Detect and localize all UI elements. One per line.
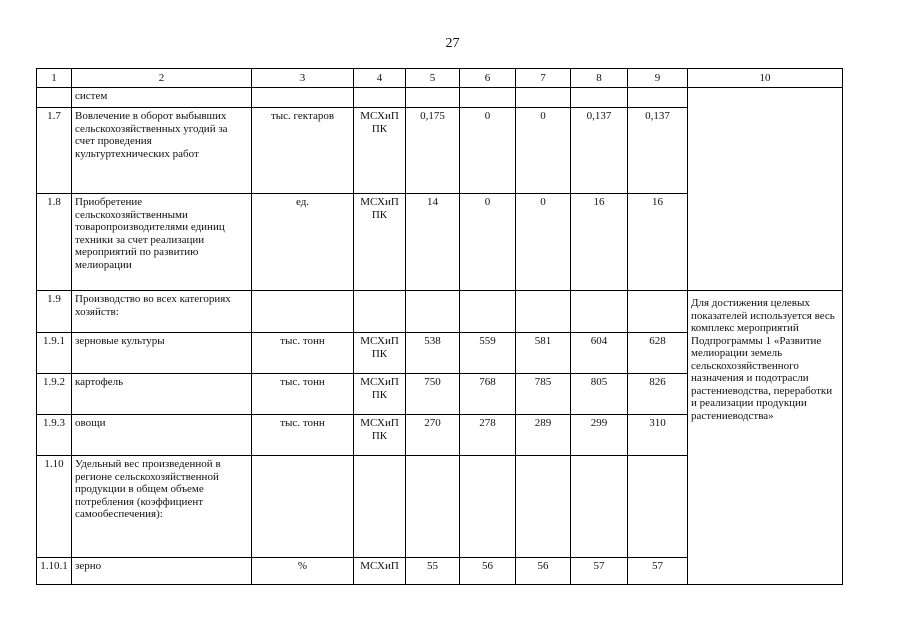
row-executor: [354, 456, 406, 558]
header-cell: 8: [571, 69, 628, 88]
row-unit: %: [252, 558, 354, 585]
row-number: 1.9.3: [37, 415, 72, 456]
row-unit: тыс. тонн: [252, 415, 354, 456]
table-row: [37, 88, 843, 108]
row-executor: МСХиП ПК: [354, 108, 406, 194]
header-cell: 3: [252, 69, 354, 88]
row-value: 270: [406, 415, 460, 456]
row-value: 581: [516, 333, 571, 374]
row-value: 0: [460, 108, 516, 194]
indicators-table: [36, 68, 843, 585]
row-value: [406, 291, 460, 333]
row-name: Удельный вес произведенной в регионе сельскохозяйственной продукции в общем объеме потребления (коэффициент самообеспечения):: [72, 456, 252, 558]
row-number: 1.9.1: [37, 333, 72, 374]
row-value: [628, 291, 688, 333]
row-number: [37, 88, 72, 108]
row-name: Производство во всех категориях хозяйств:: [72, 291, 252, 333]
row-value: 57: [571, 558, 628, 585]
header-cell: 6: [460, 69, 516, 88]
row-number: 1.10: [37, 456, 72, 558]
page-number: 27: [445, 36, 460, 51]
header-row: [37, 69, 843, 88]
row-value: 538: [406, 333, 460, 374]
header-cell: 4: [354, 69, 406, 88]
row-value: 289: [516, 415, 571, 456]
row-value: [571, 456, 628, 558]
row-value: 0: [460, 194, 516, 291]
row-value: [516, 88, 571, 108]
row-value: 14: [406, 194, 460, 291]
row-value: 805: [571, 374, 628, 415]
row-unit: [252, 291, 354, 333]
row-value: 750: [406, 374, 460, 415]
row-value: [406, 88, 460, 108]
row-value: 16: [571, 194, 628, 291]
row-value: 278: [460, 415, 516, 456]
row-value: [571, 291, 628, 333]
row-executor: [354, 88, 406, 108]
row-name: систем: [72, 88, 252, 108]
row-value: [628, 88, 688, 108]
row-unit: [252, 88, 354, 108]
row-executor: МСХиП ПК: [354, 333, 406, 374]
row-value: 310: [628, 415, 688, 456]
row-unit: [252, 456, 354, 558]
row-executor: [354, 291, 406, 333]
header-cell: 10: [688, 69, 843, 88]
row-value: 299: [571, 415, 628, 456]
row-value: 785: [516, 374, 571, 415]
row-name: картофель: [72, 374, 252, 415]
row-name: зерновые культуры: [72, 333, 252, 374]
row-value: 56: [460, 558, 516, 585]
header-cell: 1: [37, 69, 72, 88]
row-value: 0,137: [571, 108, 628, 194]
header-cell: 9: [628, 69, 688, 88]
row-value: 0,175: [406, 108, 460, 194]
row-value: 0: [516, 108, 571, 194]
table-row: [37, 291, 843, 333]
row-value: [516, 291, 571, 333]
row-number: 1.10.1: [37, 558, 72, 585]
row-name: овощи: [72, 415, 252, 456]
row-value: [571, 88, 628, 108]
row-value: [460, 88, 516, 108]
row-number: 1.9.2: [37, 374, 72, 415]
note-cell: [688, 291, 843, 585]
row-unit: тыс. гектаров: [252, 108, 354, 194]
row-value: 56: [516, 558, 571, 585]
row-value: 57: [628, 558, 688, 585]
row-value: [628, 456, 688, 558]
row-value: 16: [628, 194, 688, 291]
row-value: 55: [406, 558, 460, 585]
row-value: [516, 456, 571, 558]
header-cell: 2: [72, 69, 252, 88]
row-executor: МСХиП ПК: [354, 374, 406, 415]
col10-note: Для достижения целевых показателей используется весь комплекс мероприятий Подпрограммы 1 «Развитие мелиорации земель сельскохозяйственного назначения и подотрасли растениеводства, переработки и реализации продукции растениеводства»: [691, 297, 835, 422]
row-value: [460, 291, 516, 333]
row-number: 1.7: [37, 108, 72, 194]
row-unit: ед.: [252, 194, 354, 291]
row-value: 628: [628, 333, 688, 374]
row-value: 826: [628, 374, 688, 415]
row-value: 559: [460, 333, 516, 374]
row-number: 1.9: [37, 291, 72, 333]
row-value: 0,137: [628, 108, 688, 194]
row-value: 604: [571, 333, 628, 374]
row-number: 1.8: [37, 194, 72, 291]
row-name: Вовлечение в оборот выбывших сельскохозяйственных угодий за счет проведения культуртехнических работ: [72, 108, 252, 194]
row-executor: МСХиП: [354, 558, 406, 585]
row-value: 768: [460, 374, 516, 415]
row-executor: МСХиП ПК: [354, 415, 406, 456]
row-value: [406, 456, 460, 558]
row-unit: тыс. тонн: [252, 374, 354, 415]
empty-note-cell: [688, 88, 843, 291]
row-name: зерно: [72, 558, 252, 585]
row-unit: тыс. тонн: [252, 333, 354, 374]
header-cell: 5: [406, 69, 460, 88]
row-value: 0: [516, 194, 571, 291]
header-cell: 7: [516, 69, 571, 88]
row-executor: МСХиП ПК: [354, 194, 406, 291]
row-value: [460, 456, 516, 558]
row-name: Приобретение сельскохозяйственными товаропроизводителями единиц техники за счет реализации мероприятий по развитию мелиорации: [72, 194, 252, 291]
